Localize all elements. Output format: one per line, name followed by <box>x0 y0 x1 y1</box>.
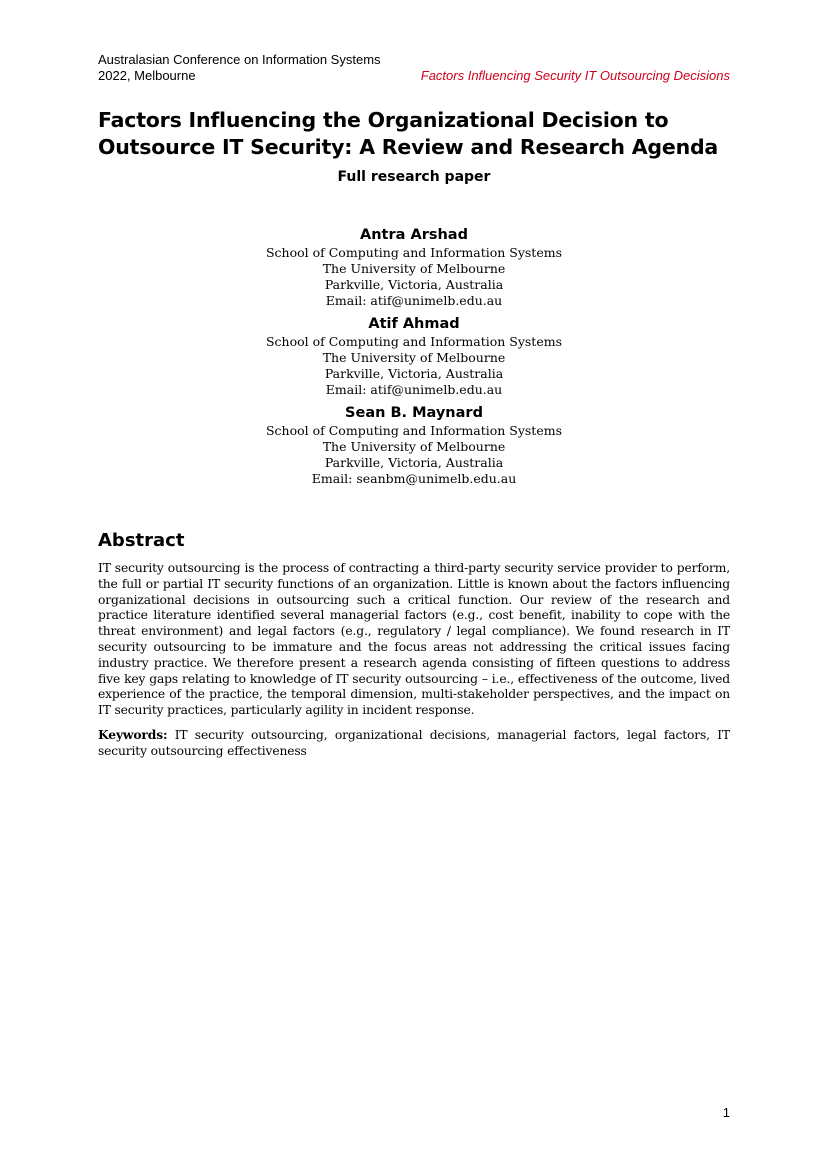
author-school: School of Computing and Information Systems <box>265 423 562 438</box>
abstract-heading: Abstract <box>98 530 185 551</box>
author-name: Sean B. Maynard <box>345 405 483 421</box>
author-location: Parkville, Victoria, Australia <box>324 366 504 381</box>
paper-type: Full research paper <box>337 169 491 185</box>
author-name: Atif Ahmad <box>368 316 460 332</box>
keywords-label: Keywords: <box>98 727 168 742</box>
author-university: The University of Melbourne <box>322 439 506 454</box>
keywords <box>98 727 730 760</box>
keywords-text: IT security outsourcing, organizational decisions, managerial factors, legal factors, IT security outsourcing effectiveness <box>98 728 730 758</box>
author-location: Parkville, Victoria, Australia <box>324 277 504 292</box>
author-block <box>0 226 828 309</box>
author-university: The University of Melbourne <box>322 350 506 365</box>
paper-title: Factors Influencing the Organizational Decision to Outsource IT Security: A Review and Research Agenda <box>98 108 719 159</box>
page-number: 1 <box>722 1105 730 1120</box>
author-name: Antra Arshad <box>360 227 468 243</box>
running-header-conference <box>98 52 381 84</box>
author-university: The University of Melbourne <box>322 261 506 276</box>
author-school: School of Computing and Information Systems <box>265 334 562 349</box>
running-header-short-title: Factors Influencing Security IT Outsourcing Decisions <box>420 68 730 83</box>
author-location: Parkville, Victoria, Australia <box>324 455 504 470</box>
abstract-text: IT security outsourcing is the process of contracting a third-party security service provider to perform, the full or partial IT security functions of an organization. Little is known about the factors influencing organizational decisions in outsourcing such a critical function. Our review of the research and practice literature identified several managerial factors (e.g., cost benefit, inability to cope with the threat environment) and legal factors (e.g., regulatory / legal compliance). We found research in IT security outsourcing to be immature and the focus areas not addressing the critical issues facing industry practice. We therefore present a research agenda consisting of fifteen questions to address five key gaps relating to knowledge of IT security outsourcing – i.e., effectiveness of the outcome, lived experience of the practice, the temporal dimension, multi-stakeholder perspectives, and the impact on IT security practices, particularly agility in incident response. <box>98 561 730 718</box>
author-list <box>0 226 828 493</box>
author-email: Email: seanbm@unimelb.edu.au <box>311 471 517 486</box>
author-block <box>0 315 828 398</box>
author-email: Email: atif@unimelb.edu.au <box>325 382 503 397</box>
author-school: School of Computing and Information Systems <box>265 245 562 260</box>
author-email: Email: atif@unimelb.edu.au <box>325 293 503 308</box>
author-block <box>0 404 828 487</box>
conference-year-location: 2022, Melbourne <box>98 68 196 83</box>
conference-name: Australasian Conference on Information Systems <box>98 52 381 67</box>
